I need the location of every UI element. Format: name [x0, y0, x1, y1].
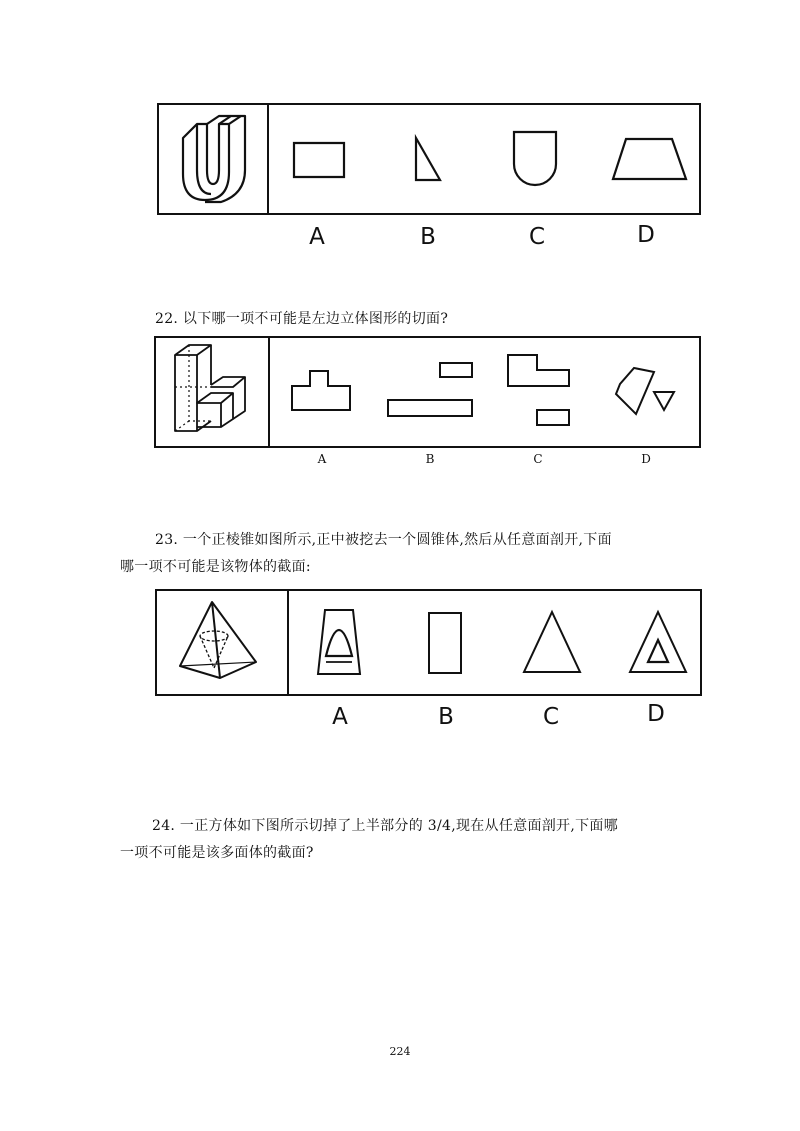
q23-label-d: D — [647, 701, 665, 727]
q23-label-b: B — [438, 704, 454, 730]
q23-question-line-2: 哪一项不可能是该物体的截面: — [120, 559, 311, 575]
q22-option-b-two-bars — [385, 360, 477, 420]
q22-question-text: 22. 以下哪一项不可能是左边立体图形的切面? — [155, 311, 449, 327]
q21-option-c-u-shape — [510, 128, 560, 190]
q23-option-d-nested-triangles — [626, 608, 690, 676]
q24-question-line-2: 一项不可能是该多面体的截面? — [120, 845, 314, 861]
q23-option-a-trapezoid-arch — [314, 606, 364, 680]
q21-divider — [267, 105, 269, 213]
q23-label-a: A — [332, 704, 348, 730]
q23-option-b-rectangle — [426, 610, 466, 676]
q23-pyramid-figure — [172, 596, 262, 686]
q21-label-b: B — [420, 224, 436, 250]
q21-label-d: D — [637, 222, 655, 248]
page-number: 224 — [389, 1045, 411, 1058]
q23-question-line-1: 23. 一个正棱锥如图所示,正中被挖去一个圆锥体,然后从任意面剖开,下面 — [155, 532, 612, 548]
q22-option-a-t-shape — [288, 368, 354, 414]
q23-label-c: C — [542, 704, 560, 730]
q22-label-d: D — [641, 452, 651, 466]
q21-label-a: A — [309, 224, 325, 250]
q22-option-c-l-shape-and-bar — [505, 352, 575, 430]
q21-option-a-rectangle — [292, 140, 346, 180]
q23-option-c-triangle — [520, 608, 584, 676]
q21-option-d-trapezoid — [610, 135, 690, 185]
q23-divider — [287, 591, 289, 694]
q22-block-solid-figure — [165, 341, 260, 441]
q22-divider — [268, 338, 270, 446]
q21-label-c: C — [528, 224, 546, 250]
q22-label-b: B — [425, 452, 435, 466]
q21-u-solid-figure — [175, 110, 255, 210]
q21-option-b-right-triangle — [412, 134, 444, 184]
q22-label-a: A — [317, 452, 327, 466]
q22-option-d-polygons — [612, 364, 682, 420]
q24-question-line-1: 24. 一正方体如下图所示切掉了上半部分的 3/4,现在从任意面剖开,下面哪 — [152, 818, 618, 834]
q22-label-c: C — [533, 452, 543, 466]
